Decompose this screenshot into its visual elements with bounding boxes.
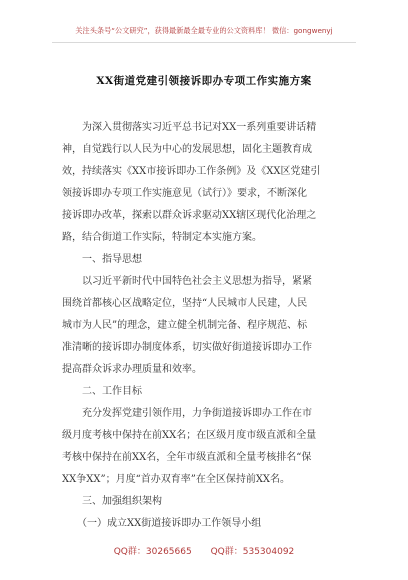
document-line: 为深入贯彻落实习近平总书记对XX一系列重要讲话精 xyxy=(62,122,317,133)
document-line: 效，持续落实《XX市接诉即办工作条例》及《XX区党建引 xyxy=(62,166,321,177)
document-body xyxy=(62,117,348,535)
document-line: 路，结合街道工作实际，特制定本实施方案。 xyxy=(62,232,262,243)
footer-qq-group-2: QQ群：535304092 xyxy=(210,547,295,557)
document-line: 考核中保持在前XX名，全年市级直派和全量考核排名“保 xyxy=(62,452,312,463)
document-line: 以习近平新时代中国特色社会主义思想为指导，紧紧 xyxy=(62,276,312,287)
footer-qq-group-1: QQ群：30265665 xyxy=(113,547,192,557)
document-line: 一、指导思想 xyxy=(62,254,142,265)
document-line: 充分发挥党建引领作用，力争街道接诉即办工作在市 xyxy=(62,408,312,419)
document-title: XX街道党建引领接诉即办专项工作实施方案 xyxy=(96,75,312,87)
header-banner: 关注头条号“公文研究”，获得最新最全最专业的公文资料库！ 微信：gongwenyj xyxy=(75,26,333,35)
document-line: 级月度考核中保持在前XX名；在区级月度市级直派和全量 xyxy=(62,430,317,441)
document-line: 领接诉即办专项工作实施意见（试行）》要求，不断深化 xyxy=(62,188,307,199)
document-line: 二、工作目标 xyxy=(62,386,142,397)
document-line: 提高群众诉求办理质量和效率。 xyxy=(62,364,202,375)
document-line: 城市为人民”的理念，建立健全机制完备、程序规范、标 xyxy=(62,320,308,331)
header-divider xyxy=(52,42,356,43)
document-line: 三、加强组织架构 xyxy=(62,496,162,507)
document-line: 准清晰的接诉即办制度体系，切实做好街道接诉即办工作 xyxy=(62,342,312,353)
document-line: 围绕首都核心区战略定位，坚持“人民城市人民建，人民 xyxy=(62,298,308,309)
document-line: （一）成立XX街道接诉即办工作领导小组 xyxy=(62,518,262,529)
document-line: XX争XX”；月度“首办双育率”在全区保持前XX名。 xyxy=(62,474,291,485)
footer-qq-groups xyxy=(0,546,408,558)
document-line: 接诉即办改革，探索以群众诉求驱动XX辖区现代化治理之 xyxy=(62,210,317,221)
document-line: 神，自觉践行以人民为中心的发展思想，固化主题教育成 xyxy=(62,144,312,155)
